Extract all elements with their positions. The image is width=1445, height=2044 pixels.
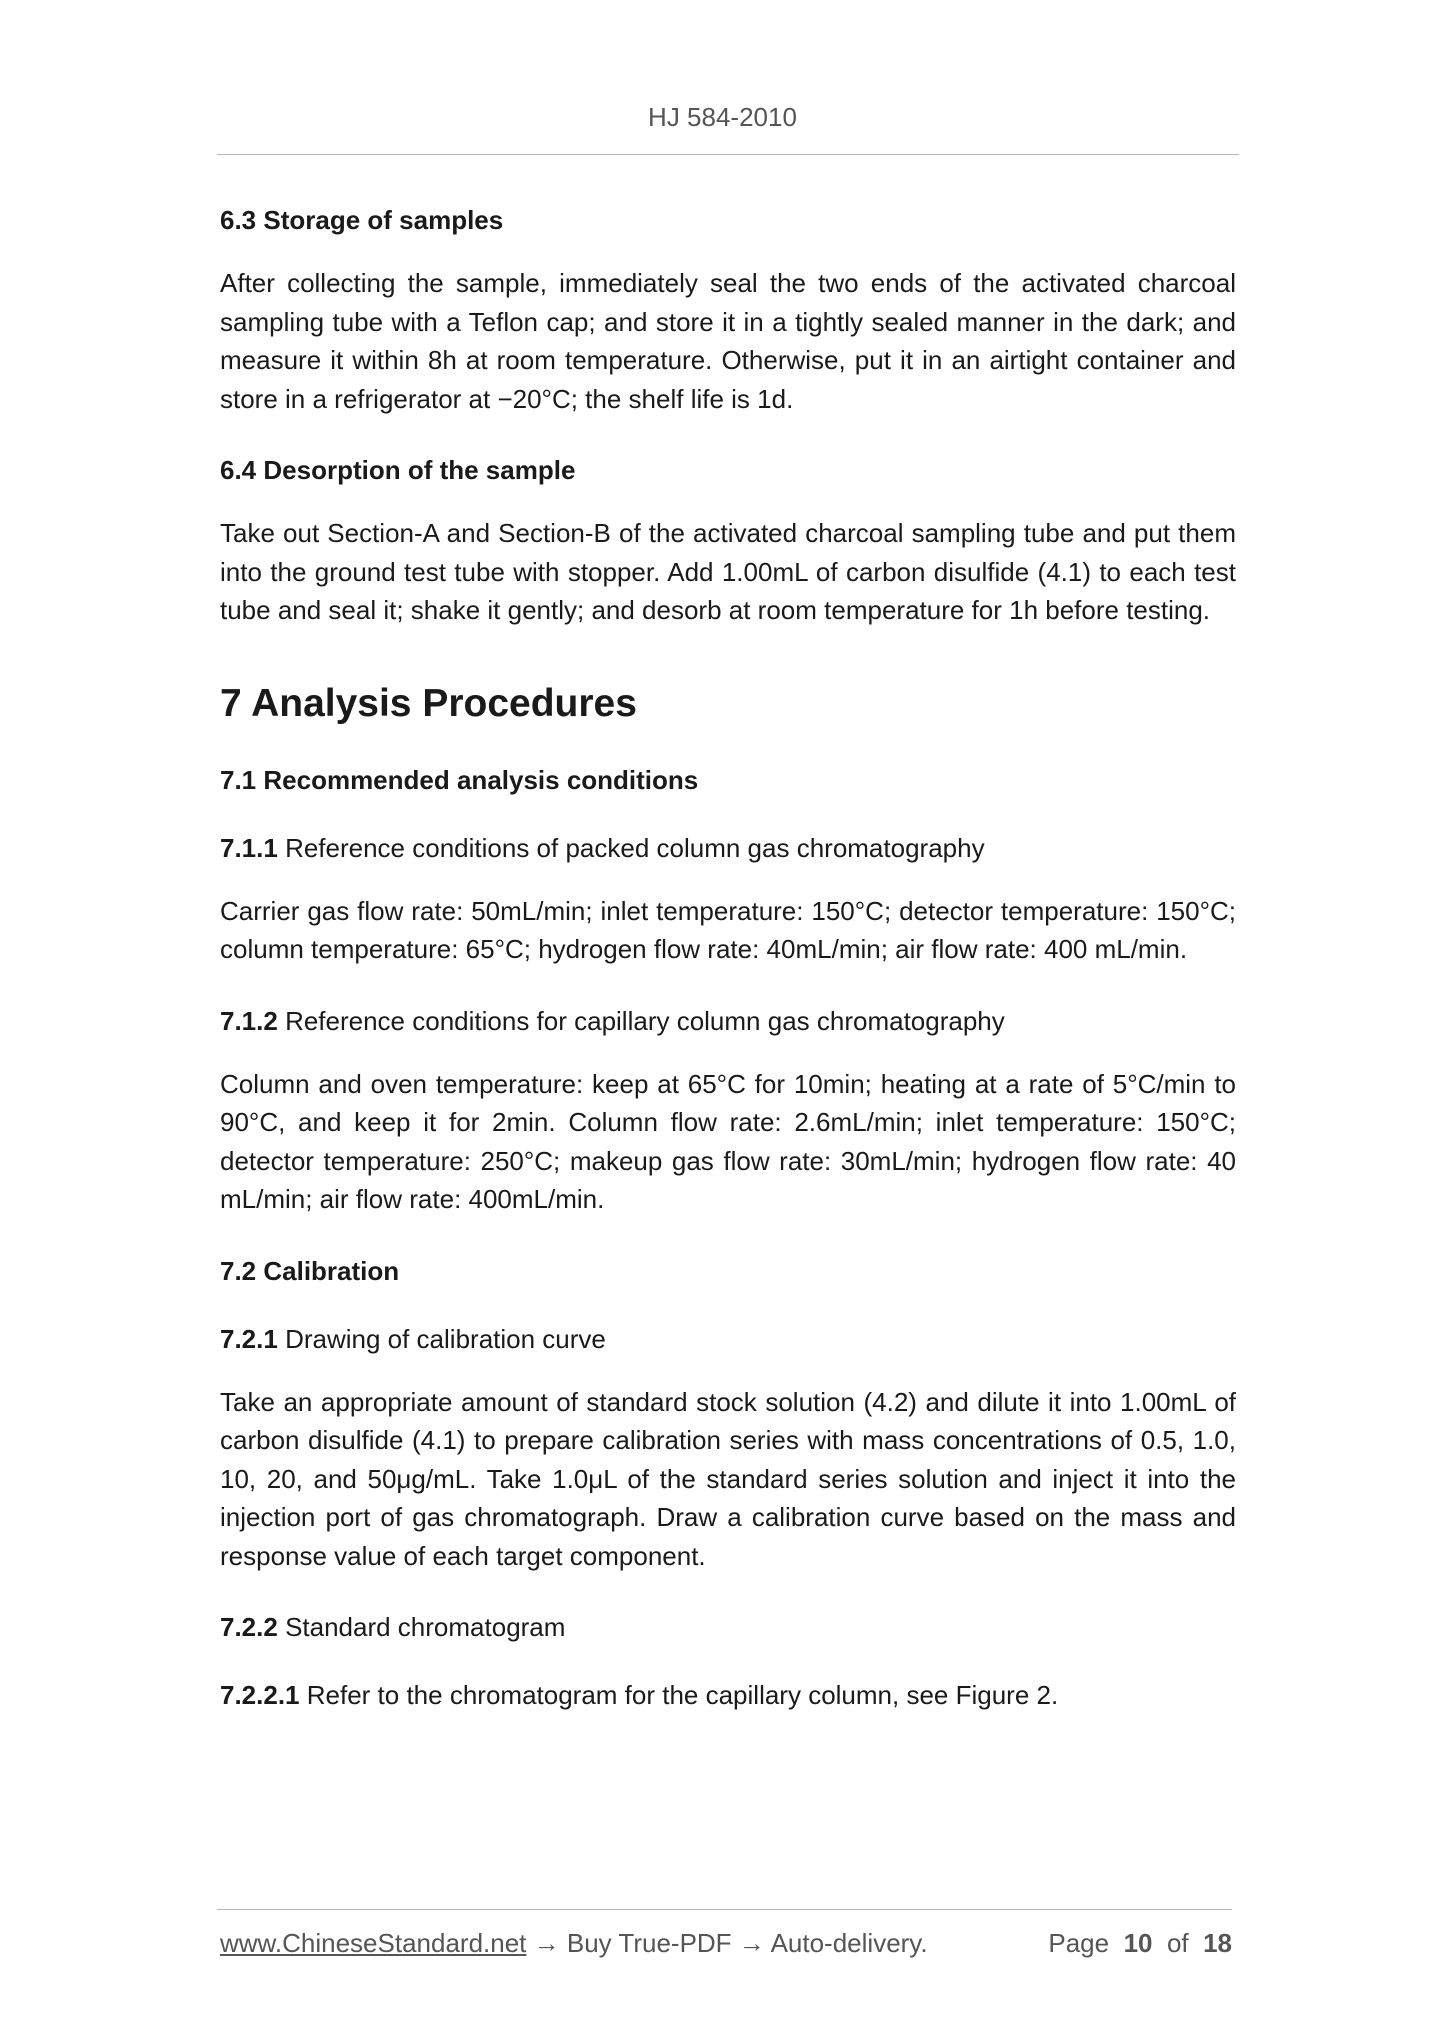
section-7-2-2-1-title: Refer to the chromatogram for the capillary column, see Figure 2. xyxy=(306,1680,1059,1710)
page-of-label: of xyxy=(1166,1928,1189,1958)
section-6-4-body: Take out Section-A and Section-B of the activated charcoal sampling tube and put them into the ground test tube with stopper. Add 1.00mL of carbon disulfide (4.1) to each test tube and seal it; shake it gently; and desorb at room temperature for 1h before testing. xyxy=(220,518,1236,625)
section-7-2-2-1-heading xyxy=(220,1671,1236,1719)
footer-tagline: → Buy True-PDF → Auto-delivery. xyxy=(526,1928,928,1958)
section-7-1-1-number: 7.1.1 xyxy=(220,832,278,863)
page-number xyxy=(1048,1928,1232,1959)
page-label: Page xyxy=(1048,1928,1110,1958)
page-content xyxy=(220,196,1236,1739)
section-7-2-1-heading xyxy=(220,1315,1236,1363)
footer-divider xyxy=(217,1909,1232,1910)
section-6-3-body: After collecting the sample, immediately seal the two ends of the activated charcoal sampling tube with a Teflon cap; and store it in a tightly sealed manner in the dark; and measure it within 8h at room temperature. Otherwise, put it in an airtight container and store in a refrigerator at −20°C; the shelf life is 1d. xyxy=(220,268,1236,414)
page-total: 18 xyxy=(1203,1928,1232,1958)
section-6-3-heading: 6.3 Storage of samples xyxy=(220,205,504,235)
section-7-1-heading: 7.1 Recommended analysis conditions xyxy=(220,764,699,795)
section-7-1-1-heading xyxy=(220,824,1236,872)
section-7-2-heading: 7.2 Calibration xyxy=(220,1255,400,1286)
section-6-4-heading: 6.4 Desorption of the sample xyxy=(220,455,576,485)
section-7-2-2-heading xyxy=(220,1603,1236,1651)
section-7-2-2-title: Standard chromatogram xyxy=(285,1612,566,1642)
section-7-1-2-title: Reference conditions for capillary column gas chromatography xyxy=(285,1005,1005,1036)
header-divider xyxy=(217,154,1239,155)
website-link[interactable]: www.ChineseStandard.net xyxy=(220,1928,527,1958)
section-7-2-1-body: Take an appropriate amount of standard stock solution (4.2) and dilute it into 1.00mL of carbon disulfide (4.1) to prepare calibration series with mass concentrations of 0.5, 1.0, 10, 20, and 50μg/mL. Take 1.0μL of the standard series solution and inject it into the injection port of gas chromatograph. Draw a calibration curve based on the mass and response value of each target component. xyxy=(220,1386,1236,1571)
section-7-2-1-number: 7.2.1 xyxy=(220,1323,278,1354)
section-7-2-2-number: 7.2.2 xyxy=(220,1612,278,1642)
footer-promo xyxy=(220,1928,928,1959)
section-7-2-2-1-number: 7.2.2.1 xyxy=(220,1680,300,1710)
section-7-1-1-title: Reference conditions of packed column gas chromatography xyxy=(285,832,985,863)
section-7-1-2-number: 7.1.2 xyxy=(220,1005,278,1036)
section-7-2-1-title: Drawing of calibration curve xyxy=(285,1323,606,1354)
section-7-heading: 7 Analysis Procedures xyxy=(220,681,637,725)
page-current: 10 xyxy=(1123,1928,1153,1958)
section-7-1-2-body: Column and oven temperature: keep at 65°C for 10min; heating at a rate of 5°C/min to 90°C, and keep it for 2min. Column flow rate: 2.6mL/min; inlet temperature: 150°C; detector temperature: 250°C; makeup gas flow rate: 30mL/min; hydrogen flow rate: 40 mL/min; air flow rate: 400mL/min. xyxy=(220,1068,1236,1214)
section-7-1-2-heading xyxy=(220,997,1236,1045)
section-7-1-1-body: Carrier gas flow rate: 50mL/min; inlet temperature: 150°C; detector temperature: 150°C; column temperature: 65°C; hydrogen flow rate: 40mL/min; air flow rate: 400 mL/min. xyxy=(220,895,1236,964)
document-id-header: HJ 584-2010 xyxy=(648,102,797,132)
